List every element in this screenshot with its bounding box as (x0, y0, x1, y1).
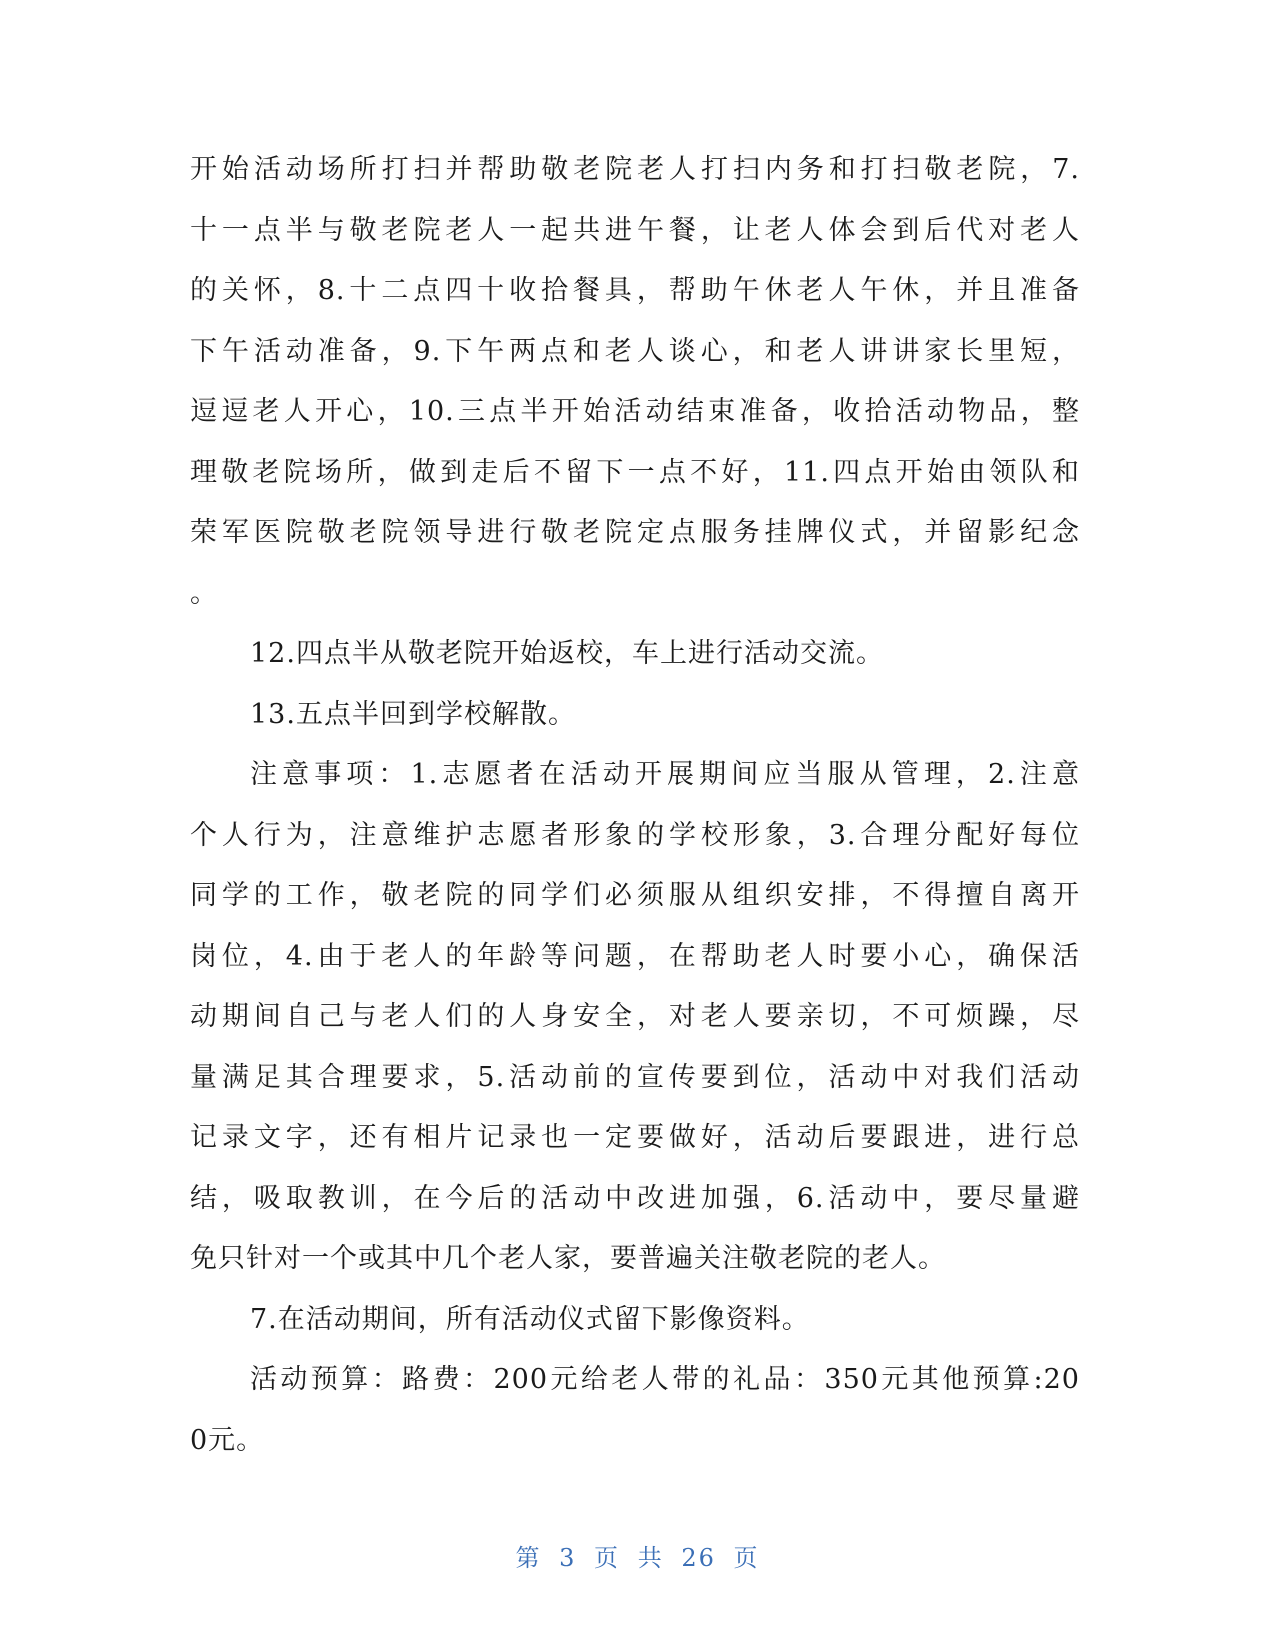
total-page-count: 26 (681, 1544, 716, 1572)
body-line: 动期间自己与老人们的人身安全，对老人要亲切，不可烦躁，尽 (190, 1001, 1080, 1032)
paragraph-notes-start: 注意事项：1.志愿者在活动开展期间应当服从管理，2.注意 (250, 759, 1080, 790)
body-line: 十一点半与敬老院老人一起共进午餐，让老人体会到后代对老人 (190, 214, 1080, 246)
body-line: 同学的工作，敬老院的同学们必须服从组织安排，不得擅自离开 (190, 880, 1080, 911)
body-line: 开始活动场所打扫并帮助敬老院老人打扫内务和打扫敬老院，7. (190, 154, 1080, 185)
body-line: 下午活动准备，9.下午两点和老人谈心，和老人讲讲家长里短， (190, 335, 1080, 367)
body-line: 量满足其合理要求，5.活动前的宣传要到位，活动中对我们活动 (190, 1061, 1080, 1093)
body-line: 荣军医院敬老院领导进行敬老院定点服务挂牌仪式，并留影纪念 (190, 517, 1080, 548)
footer-prefix: 第 (515, 1544, 542, 1572)
footer-total-label: 共 (637, 1544, 664, 1572)
paragraph-note-7: 7.在活动期间，所有活动仪式留下影像资料。 (250, 1303, 810, 1335)
paragraph-step-13: 13.五点半回到学校解散。 (250, 698, 576, 730)
body-line: 逗逗老人开心，10.三点半开始活动结束准备，收拾活动物品，整 (190, 396, 1080, 427)
paragraph-step-12: 12.四点半从敬老院开始返校，车上进行活动交流。 (250, 638, 884, 669)
body-line: 个人行为，注意维护志愿者形象的学校形象，3.合理分配好每位 (190, 819, 1080, 851)
footer-page-label: 页 (594, 1544, 621, 1572)
current-page-number: 3 (559, 1544, 577, 1572)
body-line: 岗位，4.由于老人的年龄等问题，在帮助老人时要小心，确保活 (190, 940, 1080, 972)
body-line: 。 (190, 577, 218, 609)
body-line: 0元。 (190, 1424, 265, 1456)
page-footer (0, 1538, 1275, 1573)
document-body (190, 140, 1080, 1471)
paragraph-budget-start: 活动预算：路费：200元给老人带的礼品：350元其他预算:20 (250, 1364, 1080, 1395)
body-line: 理敬老院场所，做到走后不留下一点不好，11.四点开始由领队和 (190, 456, 1080, 488)
body-line: 免只针对一个或其中几个老人家，要普遍关注敬老院的老人。 (190, 1243, 946, 1274)
footer-suffix: 页 (733, 1544, 760, 1572)
body-line: 结，吸取教训，在今后的活动中改进加强，6.活动中，要尽量避 (190, 1182, 1080, 1214)
body-line: 的关怀，8.十二点四十收拾餐具，帮助午休老人午休，并且准备 (190, 275, 1080, 306)
body-line: 记录文字，还有相片记录也一定要做好，活动后要跟进，进行总 (190, 1122, 1080, 1153)
